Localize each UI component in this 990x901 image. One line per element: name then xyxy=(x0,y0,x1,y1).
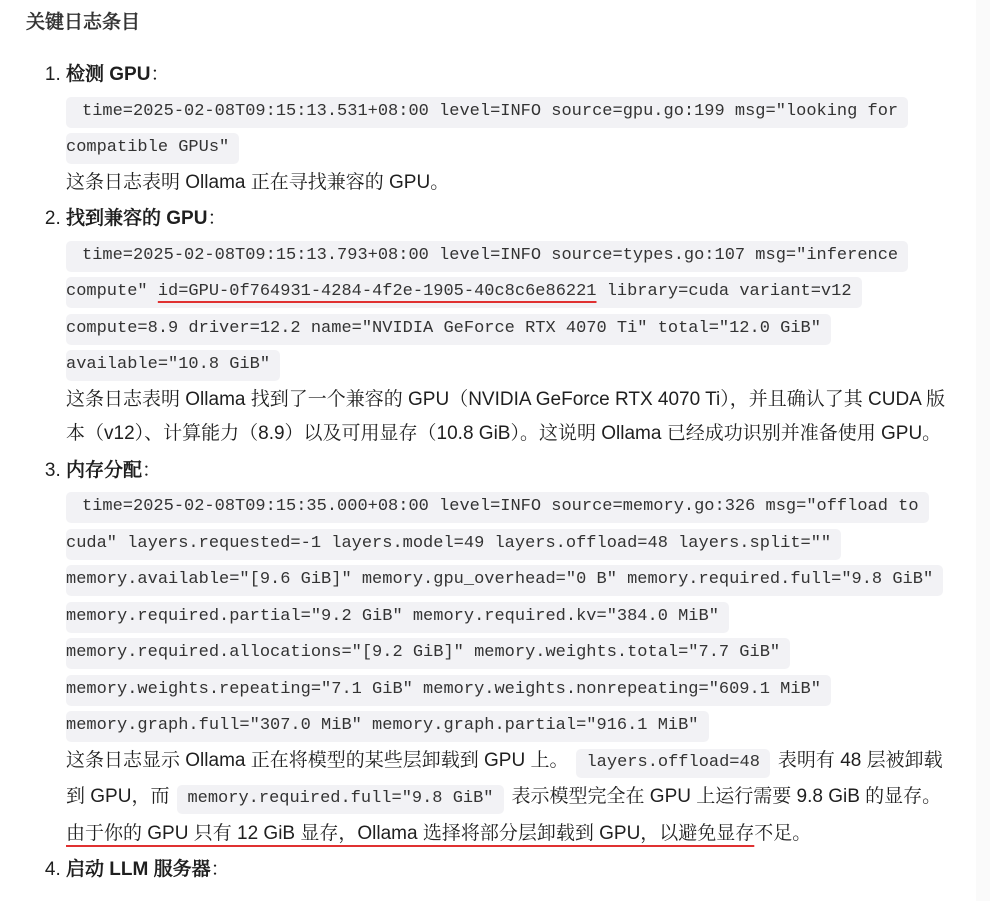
log-line xyxy=(66,492,943,742)
item-description: 这条日志表明 Ollama 正在寻找兼容的 GPU。 xyxy=(66,171,450,193)
list-item-start-llm-server xyxy=(66,853,976,888)
item-title: 检测 GPU xyxy=(66,64,151,85)
log-text: library=cuda variant=v12 compute=8.9 driver=12.2 name="NVIDIA GeForce RTX 4070 Ti" total="12.0 GiB" available="10.8 GiB" xyxy=(66,282,852,374)
desc-text: 这条日志显示 Ollama 正在将模型的某些层卸载到 GPU 上。 xyxy=(66,749,569,771)
log-code-block xyxy=(66,237,946,383)
item-colon: ： xyxy=(210,859,230,880)
log-text: time=2025-02-08T09:15:13.531+08:00 level=INFO source=gpu.go:199 msg="looking for compatible GPUs" xyxy=(66,101,899,157)
log-code-block xyxy=(66,93,946,166)
gpu-id-highlight: id=GPU-0f764931-4284-4f2e-1905-40c8c6e86221 xyxy=(157,282,597,301)
log-text: time=2025-02-08T09:15:35.000+08:00 level=INFO source=memory.go:326 msg="offload to cuda" layers.requested=-1 layers.model=49 layers.offload=48 layers.split="" memory.available="[9.6 GiB]" memory.gpu_overhead="0 B" memory.required.full="9.8 GiB" memory.required.partial="9.2 GiB" memory.required.kv="384.0 MiB" memory.required.allocations="[9.2 GiB]" memory.weights.total="7.7 GiB" memory.weights.repeating="7.1 GiB" memory.weights.nonrepeating="609.1 MiB" memory.graph.full="307.0 MiB" memory.graph.partial="916.1 MiB" xyxy=(66,497,934,735)
log-line xyxy=(66,97,908,165)
item-colon: ： xyxy=(150,64,170,85)
desc-text: 表明有 48 层被卸载到 GPU，而 xyxy=(66,749,943,807)
log-text: time=2025-02-08T09:15:13.793+08:00 level=INFO source=types.go:107 msg="inference compute" xyxy=(66,245,899,301)
log-entry-list xyxy=(26,58,976,888)
desc-text: 不足。 xyxy=(754,822,812,844)
inline-code-memory-required: memory.required.full="9.8 GiB" xyxy=(177,785,503,814)
list-item-found-gpu xyxy=(66,202,976,452)
item-description xyxy=(66,744,946,852)
log-code-block xyxy=(66,488,946,744)
item-colon: ： xyxy=(142,459,162,481)
item-description: 这条日志表明 Ollama 找到了一个兼容的 GPU（NVIDIA GeForce RTX 4070 Ti），并且确认了其 CUDA 版本（v12）、计算能力（8.9）以及可用显存（10.8 GiB）。这说明 Ollama 已经成功识别并准备使用 GPU。 xyxy=(66,388,946,444)
item-title: 内存分配 xyxy=(66,459,143,481)
item-title: 启动 LLM 服务器 xyxy=(66,859,211,880)
list-item-detect-gpu xyxy=(66,58,976,200)
desc-text: 表示模型完全在 GPU 上运行需要 9.8 GiB 的显存。 xyxy=(511,786,942,807)
inline-code-layers-offload: layers.offload=48 xyxy=(576,749,769,778)
section-heading: 关键日志条目 xyxy=(26,12,141,33)
highlighted-sentence: 由于你的 GPU 只有 12 GiB 显存，Ollama 选择将部分层卸载到 GPU，以避免显存 xyxy=(66,822,755,844)
log-line xyxy=(66,241,908,382)
item-colon: ： xyxy=(207,208,227,229)
list-item-memory-allocation xyxy=(66,454,976,852)
item-title: 找到兼容的 GPU xyxy=(66,208,208,229)
